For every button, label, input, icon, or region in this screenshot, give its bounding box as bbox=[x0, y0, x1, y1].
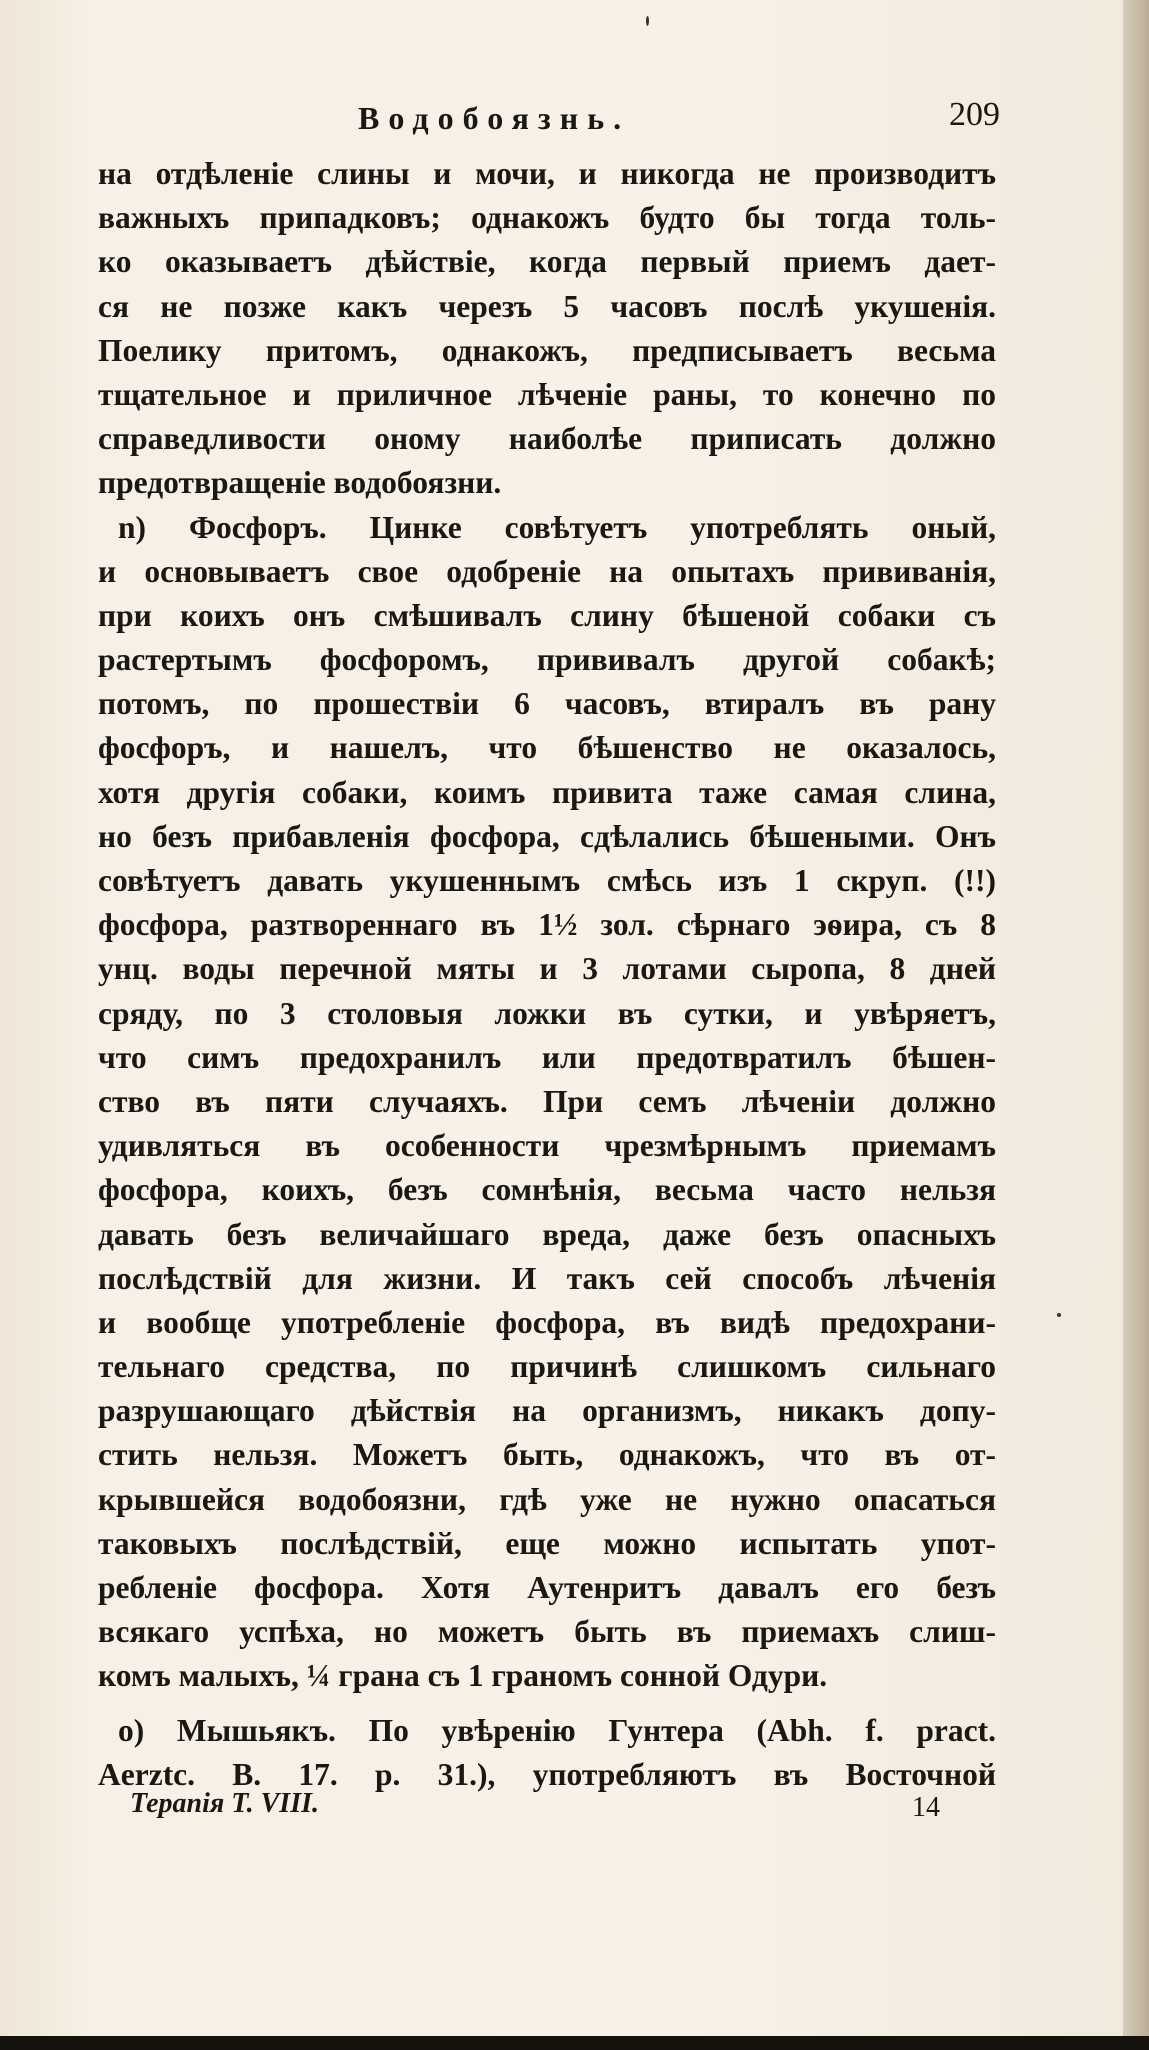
ink-speck bbox=[646, 16, 649, 26]
text-line: совѣтуетъ давать укушеннымъ смѣсь изъ 1 скруп. (!!) bbox=[98, 863, 996, 898]
text-line: ся не позже какъ черезъ 5 часовъ послѣ укушенія. bbox=[98, 288, 996, 324]
text-line: удивляться въ особенности чрезмѣрнымъ приемамъ bbox=[98, 1128, 996, 1164]
text-line: таковыхъ послѣдствій, еще можно испытать упот- bbox=[98, 1525, 996, 1561]
running-title: Водобоязнь. bbox=[358, 100, 631, 136]
text-line: разрушающаго дѣйствія на организмъ, никакъ допу- bbox=[98, 1393, 996, 1429]
text-line: фосфоръ, и нашелъ, что бѣшенство не оказалось, bbox=[98, 730, 996, 766]
text-line: растертымъ фосфоромъ, прививалъ другой собакѣ; bbox=[98, 642, 996, 678]
paragraph-start-phosphorus: n) Фосфоръ. Цинке совѣтуетъ употреблять оный, bbox=[118, 509, 996, 545]
text-line: всякаго успѣха, но можетъ быть въ приемахъ слиш- bbox=[98, 1614, 996, 1650]
text-line: ребленіе фосфора. Хотя Аутенритъ давалъ его безъ bbox=[98, 1570, 996, 1605]
ink-speck bbox=[1057, 1313, 1061, 1317]
text-line: потомъ, по прошествіи 6 часовъ, втиралъ въ рану bbox=[98, 686, 996, 722]
text-line: при коихъ онъ смѣшивалъ слину бѣшеной собаки съ bbox=[98, 597, 996, 633]
text-line: тельнаго средства, по причинѣ слишкомъ сильнаго bbox=[98, 1349, 996, 1385]
page-header bbox=[100, 96, 1000, 140]
text-line: ство въ пяти случаяхъ. При семъ лѣченіи должно bbox=[98, 1083, 996, 1119]
text-line: тщательное и приличное лѣченіе раны, то конечно по bbox=[98, 376, 996, 412]
paragraph-start-arsenic: o) Мышьякъ. По увѣренію Гунтера (Abh. f. pract. bbox=[118, 1712, 996, 1748]
text-line: но безъ прибавленія фосфора, сдѣлались бѣшеными. Онъ bbox=[98, 818, 996, 854]
body-text bbox=[98, 152, 996, 1797]
text-line: важныхъ припадковъ; однакожъ будто бы тогда толь- bbox=[98, 200, 996, 236]
page-edge-shadow bbox=[1123, 0, 1149, 2050]
text-line: Aerztc. B. 17. p. 31.), употребляютъ въ Восточной bbox=[98, 1756, 996, 1792]
text-line: что симъ предохранилъ или предотвратилъ бѣшен- bbox=[98, 1039, 996, 1075]
text-line: на отдѣленіе слины и мочи, и никогда не производитъ bbox=[98, 156, 996, 191]
text-line: хотя другія собаки, коимъ привита таже самая слина, bbox=[98, 774, 996, 810]
text-line: стить нельзя. Можетъ быть, однакожъ, что въ от- bbox=[98, 1437, 996, 1473]
text-line: послѣдствій для жизни. И такъ сей способъ лѣченія bbox=[98, 1260, 996, 1296]
page-footer bbox=[130, 1788, 940, 1824]
text-line: справедливости оному наиболѣе приписать должно bbox=[98, 421, 996, 457]
text-line: предотвращеніе водобоязни. bbox=[98, 465, 502, 501]
text-line: фосфора, разтвореннаго въ 1½ зол. сѣрнаго эѳира, съ 8 bbox=[98, 907, 996, 943]
text-line: и основываетъ свое одобреніе на опытахъ прививанія, bbox=[98, 553, 996, 589]
text-line: фосфора, коихъ, безъ сомнѣнія, весьма часто нельзя bbox=[98, 1172, 996, 1208]
text-line: ко оказываетъ дѣйствіе, когда первый приемъ дает- bbox=[98, 244, 996, 280]
text-line: давать безъ величайшаго вреда, даже безъ опасныхъ bbox=[98, 1216, 996, 1252]
volume-signature: Терапія Т. VIII. bbox=[130, 1788, 319, 1819]
bottom-edge-bar bbox=[0, 2036, 1149, 2050]
signature-number: 14 bbox=[912, 1792, 940, 1823]
text-line: и вообще употребленіе фосфора, въ видѣ предохрани- bbox=[98, 1304, 996, 1340]
text-line: крывшейся водобоязни, гдѣ уже не нужно опасаться bbox=[98, 1481, 996, 1517]
text-line: унц. воды перечной мяты и 3 лотами сыропа, 8 дней bbox=[98, 951, 996, 987]
text-line: сряду, по 3 столовыя ложки въ сутки, и увѣряетъ, bbox=[98, 995, 996, 1031]
text-line: комъ малыхъ, ¼ грана съ 1 граномъ сонной Одури. bbox=[98, 1658, 828, 1694]
text-line: Поелику притомъ, однакожъ, предписываетъ весьма bbox=[98, 332, 996, 368]
page-number: 209 bbox=[949, 96, 1000, 133]
